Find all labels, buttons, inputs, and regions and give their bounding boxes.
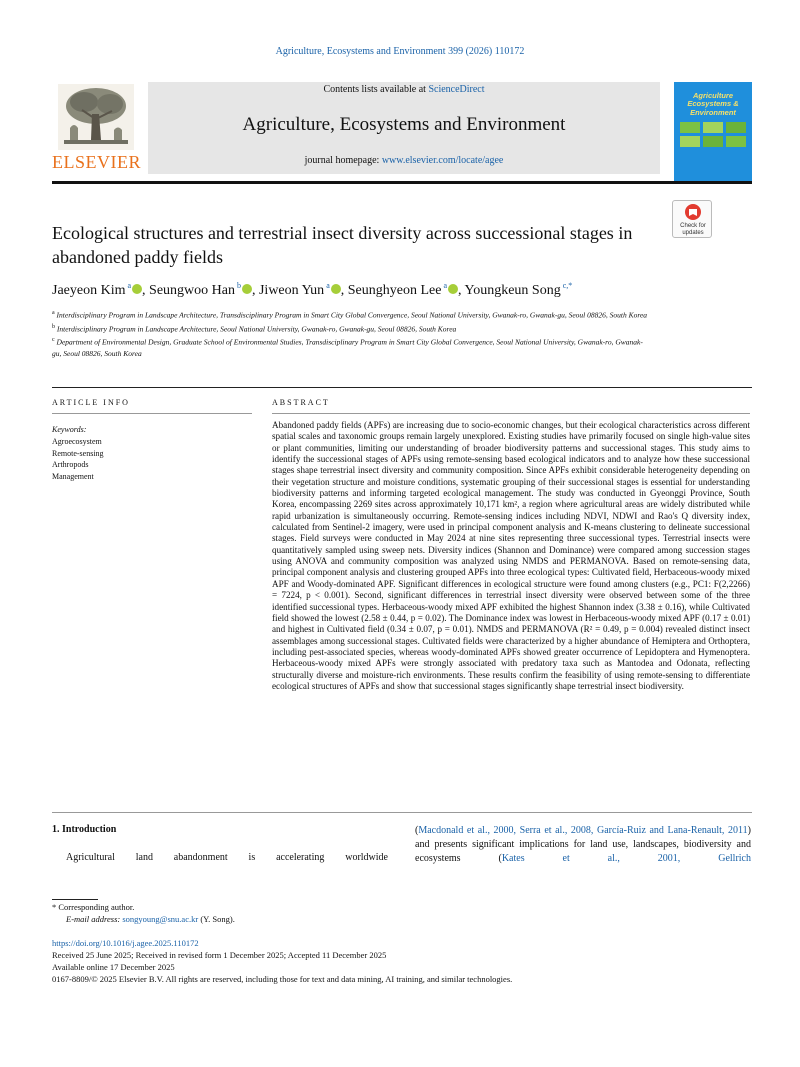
author[interactable]	[348, 283, 458, 298]
journal-title: Agriculture, Ecosystems and Environment	[242, 114, 566, 135]
orcid-icon[interactable]	[331, 284, 341, 294]
affiliation	[52, 308, 652, 321]
author[interactable]	[149, 283, 252, 298]
introduction-column-2	[415, 824, 751, 866]
affiliation-text: Department of Environmental Design, Graduate School of Environmental Studies, Transdisciplinary Program in Smart City Global Convergence, Seoul National University, Gwanak-ro, Gwanak-gu, Seoul 08826, South Korea	[52, 337, 643, 358]
header-divider	[52, 181, 752, 184]
homepage-link[interactable]: www.elsevier.com/locate/agee	[381, 155, 504, 166]
contents-line	[148, 84, 660, 95]
abstract-end-divider	[52, 812, 752, 813]
check-updates-icon	[673, 201, 713, 223]
check-updates-label: Check for updates	[680, 223, 706, 236]
check-updates-badge	[672, 200, 712, 238]
orcid-icon[interactable]	[448, 284, 458, 294]
elsevier-wordmark: ELSEVIER	[52, 152, 141, 172]
author-name: Jiweon Yun	[258, 283, 325, 298]
affiliation-mark[interactable]: a	[127, 281, 132, 290]
author[interactable]	[259, 283, 341, 298]
author-name: Youngkeun Song	[464, 283, 561, 298]
corresponding-author-note: * Corresponding author.	[52, 902, 135, 912]
journal-cover[interactable]	[674, 82, 752, 182]
doi-link[interactable]: https://doi.org/10.1016/j.agee.2025.110172	[52, 938, 199, 948]
sciencedirect-link[interactable]: ScienceDirect	[428, 84, 485, 95]
orcid-icon[interactable]	[242, 284, 252, 294]
orcid-icon[interactable]	[132, 284, 142, 294]
affiliation-mark[interactable]: c,*	[562, 281, 573, 290]
email-label: E-mail address:	[66, 914, 121, 924]
introduction-heading: 1. Introduction	[52, 824, 117, 835]
copyright-notice: 0167-8809/© 2025 Elsevier B.V. All rights are reserved, including those for text and data mining, AI training, and similar technologies.	[52, 974, 513, 984]
abstract-heading: ABSTRACT	[272, 398, 330, 407]
affiliation-mark[interactable]: b	[236, 281, 241, 290]
article-title: Ecological structures and terrestrial insect diversity across successional stages in abandoned paddy fields	[52, 223, 633, 267]
affiliation-mark[interactable]: a	[443, 281, 448, 290]
received-dates: Received 25 June 2025; Received in revised form 1 December 2025; Accepted 11 December 2025	[52, 950, 387, 960]
intro-text: (	[415, 825, 419, 836]
author-name: Seungwoo Han	[149, 283, 235, 298]
author[interactable]	[52, 283, 142, 298]
journal-header	[52, 82, 752, 179]
contents-prefix: Contents lists available at	[323, 84, 429, 95]
author-name: Seunghyeon Lee	[347, 283, 442, 298]
cover-title: Agriculture Ecosystems & Environment	[687, 91, 739, 117]
affiliation-letter: c	[52, 337, 55, 343]
introduction-column-1: Agricultural land abandonment is accelerating worldwide	[66, 852, 388, 863]
abstract-divider	[272, 413, 750, 414]
affiliation	[52, 335, 652, 359]
email-suffix: (Y. Song).	[198, 914, 235, 924]
citation-link[interactable]: Macdonald et al., 2000, Serra et al., 2008, García-Ruiz and Lana-Renault, 2011	[418, 825, 748, 836]
journal-reference[interactable]: Agriculture, Ecosystems and Environment 399 (2026) 110172	[275, 46, 525, 57]
journal-banner	[148, 82, 660, 174]
affiliation-letter: b	[52, 323, 55, 330]
abstract-text: Abandoned paddy fields (APFs) are increasing due to socio-economic changes, but their ecological characteristics across different spatial scales and taxonomic groups remain largely unexplored. Existing studies have primarily focused on single high-value sites or plant communities, limiting our understanding of broader biodiversity patterns and successional stages. This study aims to identify the successional stages of APFs using remote-sensing based ecological indicators and to analyze how these successional stages shape terrestrial insect diversity and community composition. Since APFs exhibit considerable heterogeneity depending on their vegetation structure and moisture conditions, systematic grouping of their successional stages is essential for understanding biodiversity patterns and informing targeted ecological management. The study was conducted in Gyeonggi Province, South Korea, encompassing 2269 sites across approximately 10,171 km², a region where agricultural areas are widely distributed while rapid urbanization is simultaneously occurring. Remote-sensing indices including NDVI, NDWI and Rao's Q diversity index, calculated from Sentinel-2 imagery, were used in principal component analysis and K-means clustering to delineate successional stages. Field surveys were conducted in May 2024 at nine sites representing three successional types. Terrestrial insects were quantitatively sampled using sweep nets. Diversity indices (Shannon and Dominance) were compared among succession stages using ANOVA and community composition was analyzed using NMDS and PERMANOVA. Based on remote-sensing data, principal component analysis and clustering grouped APFs into three ecological types: Cultivated field, Herbaceous-woody mixed APF and Woody-dominated APF. Significant differences in ecological structure were found among clusters (e.g., PC1: F(2,2266) = 7224, p < 0.001). Second, significant differences in terrestrial insect diversity were observed between some of the three identified successional types. Herbaceous-woody mixed APF exhibited the highest Shannon index (3.38 ± 0.16), while Cultivated field showed the lowest (2.58 ± 0.44, p = 0.02). The Dominance index was lowest in Herbaceous-woody mixed APF (0.17 ± 0.01) and highest in Cultivated field (0.34 ± 0.07, p = 0.01). NMDS and PERMANOVA (R² = 0.49, p = 0.004) revealed distinct insect assemblages among successional stages. Cultivated fields were characterized by a higher abundance of Hemiptera and Orthoptera, including pest-associated species, whereas woody-dominated APFs showed greater occurrence of Lepidoptera and Hymenoptera. Herbaceous-woody mixed APFs were strongly associated with predatory taxa such as Mantodea and Odonata, reflecting structurally diverse and moisture-rich environments. These results confirm the feasibility of using remote-sensing to differentiate ecological structures of APFs and show that successional stages significantly shape terrestrial insect biodiversity.	[272, 420, 750, 691]
email-link[interactable]: songyoung@snu.ac.kr	[122, 914, 199, 924]
author[interactable]	[465, 283, 573, 298]
intro-text: ) and presents significant implications for land use, landscapes, biodiversity and ecosystems (	[415, 825, 751, 864]
elsevier-tree-icon	[58, 84, 134, 150]
check-for-updates-button[interactable]	[672, 200, 712, 238]
cover-artwork-icon	[678, 120, 748, 150]
article-info-heading: ARTICLE INFO	[52, 398, 130, 407]
keyword[interactable]: Arthropods	[52, 460, 89, 469]
keywords-label: Keywords:	[52, 425, 87, 434]
affiliation-letter: a	[52, 310, 55, 316]
affiliations	[52, 308, 652, 360]
affiliation-divider	[52, 387, 752, 388]
email-note	[66, 914, 235, 924]
article-info-divider	[52, 413, 252, 414]
elsevier-logo[interactable]	[52, 82, 140, 179]
available-online-date: Available online 17 December 2025	[52, 962, 175, 972]
affiliation	[52, 322, 652, 335]
keywords-list	[52, 436, 104, 482]
affiliation-mark[interactable]: a	[326, 281, 330, 290]
author-list: Jaeyeon Kim $^a$ , Seungwoo Han $^b$ , Jiweon Yun $^a$ , Seunghyeon Lee $^a$ , Youngkeun Song $^{c,*}$	[52, 281, 573, 298]
homepage-line	[148, 155, 660, 166]
keyword[interactable]: Management	[52, 471, 94, 481]
affiliation-text: Interdisciplinary Program in Landscape Architecture, Seoul National University, Gwanak-ro, Gwanak-gu, Seoul 08826, South Korea	[56, 324, 457, 333]
keyword[interactable]: Agroecosystem	[52, 437, 102, 446]
footnote-divider	[52, 899, 98, 900]
author-name: Jaeyeon Kim	[52, 283, 126, 298]
citation-link[interactable]: Kates et al., 2001, Gellrich	[501, 853, 751, 864]
homepage-prefix: journal homepage:	[304, 155, 382, 166]
affiliation-text: Interdisciplinary Program in Landscape Architecture, Transdisciplinary Program in Smart City Global Convergence, Seoul National University, Gwanak-ro, Gwanak-gu, Seoul 08826, South Korea	[56, 310, 648, 320]
keyword[interactable]: Remote-sensing	[52, 448, 104, 458]
